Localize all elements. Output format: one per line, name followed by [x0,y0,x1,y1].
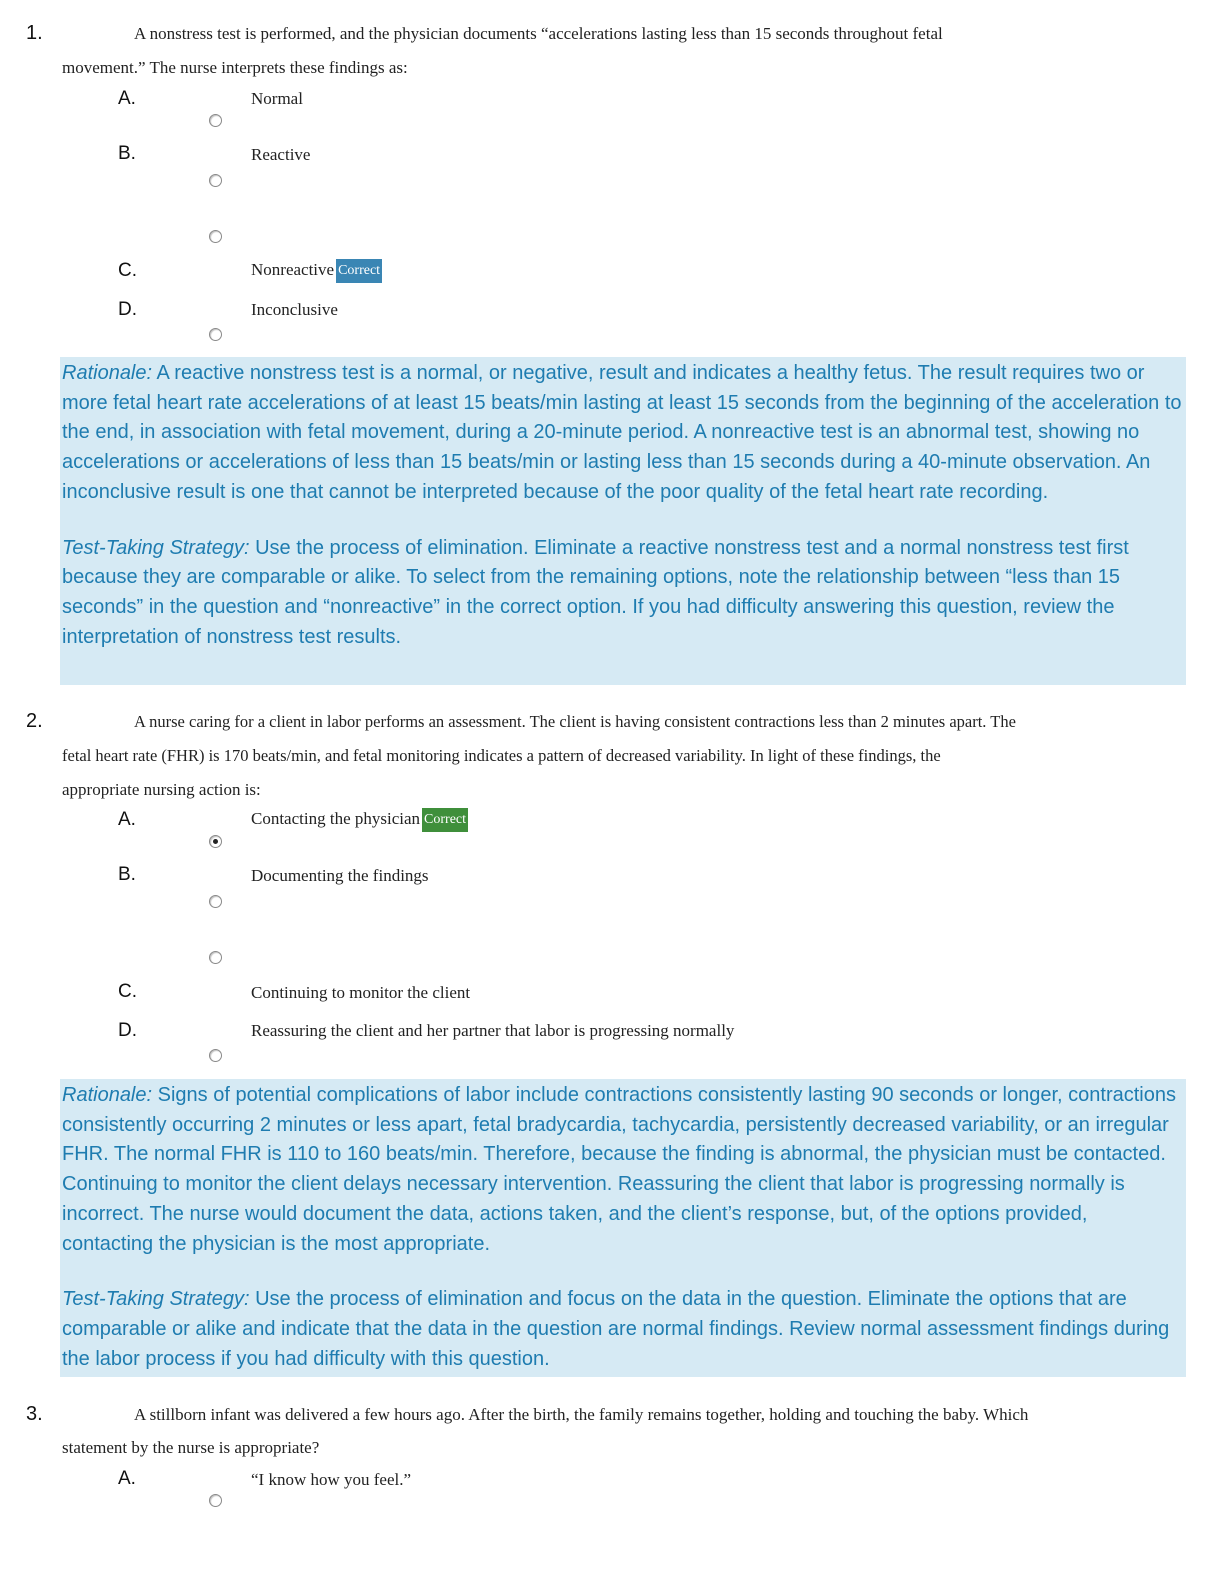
rationale-text: A reactive nonstress test is a normal, or negative, result and indicates a healthy fetus. The result requires two or more fetal heart rate accelerations of at least 15 beats/min lasting at least 15 seconds from the beginning of the acceleration to the end, in association with fetal movement, during a 20-minute period. A nonreactive test is an abnormal test, showing no accelerations or accelerations of less than 15 beats/min or lasting less than 15 seconds during a 40-minute observation. An inconclusive result is one that cannot be interpreted because of the poor quality of the fetal heart rate recording. [62,362,1182,503]
rationale-text: Signs of potential complications of labor include contractions consistently lasting 90 seconds or longer, contractions consistently occurring 2 minutes or less apart, fetal bradycardia, tachycardia, persistently decreased variability, or an irregular FHR. The normal FHR is 110 to 160 beats/min. Therefore, because the finding is abnormal, the physician must be contacted. Continuing to monitor the client delays necessary intervention. Reassuring the client that labor is progressing normally is incorrect. The nurse would document the data, actions taken, and the client’s response, but, of the options provided, contacting the physician is the most appropriate. [62,1084,1176,1255]
question-3-option-a-text: “I know how you feel.” [251,1470,412,1489]
question-2-stem-line-3: appropriate nursing action is: [62,780,261,799]
rationale-label: Rationale: [62,1084,153,1106]
strategy-label: Test-Taking Strategy: [62,1288,250,1311]
question-1-option-b-letter: B. [118,143,136,164]
question-1-stem-line-1: A nonstress test is performed, and the physician documents “accelerations lasting less than 15 seconds throughout fetal [134,24,943,43]
correct-badge: Correct [422,808,468,832]
question-1-option-b-text: Reactive [251,145,311,164]
question-2-rationale [62,1081,1184,1259]
rationale-label: Rationale: [62,362,153,384]
question-2-option-a-letter: A. [118,809,136,830]
question-2-option-c-letter: C. [118,981,137,1002]
question-1-number: 1. [26,22,43,44]
question-2-option-a-text: Contacting the physician [251,808,421,828]
question-1-rationale-box [60,357,1186,685]
strategy-label: Test-Taking Strategy: [62,536,250,559]
question-1-option-b-radio[interactable] [209,174,222,187]
question-1-stem-line-2: movement.” The nurse interprets these findings as: [62,58,408,77]
strategy-text: Use the process of elimination. Eliminate a reactive nonstress test and a normal nonstress test first because they are comparable or alike. To select from the remaining options, note the relationship between “less than 15 seconds” in the question and “nonreactive” in the correct option. If you had difficulty answering this question, review the interpretation of nonstress test results. [62,536,1129,648]
question-3-number: 3. [26,1403,43,1425]
question-2-option-d-letter: D. [118,1020,137,1041]
question-3-stem-line-2: statement by the nurse is appropriate? [62,1438,320,1457]
question-1-option-a-letter: A. [118,88,136,109]
question-1-option-c-radio[interactable] [209,230,222,243]
question-1-rationale [62,359,1184,508]
question-2-option-d-text: Reassuring the client and her partner that labor is progressing normally [251,1021,735,1040]
strategy-text: Use the process of elimination and focus on the data in the question. Eliminate the options that are comparable or alike and indicate that the data in the question are normal findings. Review normal assessment findings during the labor process if you had difficulty with this question. [62,1288,1170,1370]
question-2-stem-line-2: fetal heart rate (FHR) is 170 beats/min, and fetal monitoring indicates a pattern of decreased variability. In light of these findings, the [62,746,941,765]
question-2-option-b-text: Documenting the findings [251,866,429,885]
question-1-option-d-letter: D. [118,299,137,320]
question-2-option-c-radio[interactable] [209,951,222,964]
correct-badge: Correct [336,259,382,283]
question-2-option-a-radio[interactable] [209,835,222,848]
question-2-option-c-text: Continuing to monitor the client [251,983,471,1002]
question-1-option-d-text: Inconclusive [251,300,338,319]
question-1-option-c [251,259,382,283]
question-1-option-c-letter: C. [118,260,137,281]
question-2-option-a [251,808,468,832]
question-2-option-b-radio[interactable] [209,895,222,908]
question-2-rationale-box [60,1079,1186,1377]
question-3-option-a-radio[interactable] [209,1494,222,1507]
question-2-stem-line-1: A nurse caring for a client in labor performs an assessment. The client is having consistent contractions less than 2 minutes apart. The [134,712,1016,731]
question-1-strategy [62,534,1184,653]
question-2-number: 2. [26,710,43,732]
question-1-option-c-text: Nonreactive [251,259,335,279]
question-1-option-a-radio[interactable] [209,114,222,127]
question-1-option-d-radio[interactable] [209,328,222,341]
question-1-option-a-text: Normal [251,89,303,108]
question-2-option-d-radio[interactable] [209,1049,222,1062]
question-3-stem-line-1: A stillborn infant was delivered a few hours ago. After the birth, the family remains together, holding and touching the baby. Which [134,1405,1029,1424]
question-2-strategy [62,1285,1184,1374]
question-2-option-b-letter: B. [118,864,136,885]
question-3-option-a-letter: A. [118,1468,136,1489]
